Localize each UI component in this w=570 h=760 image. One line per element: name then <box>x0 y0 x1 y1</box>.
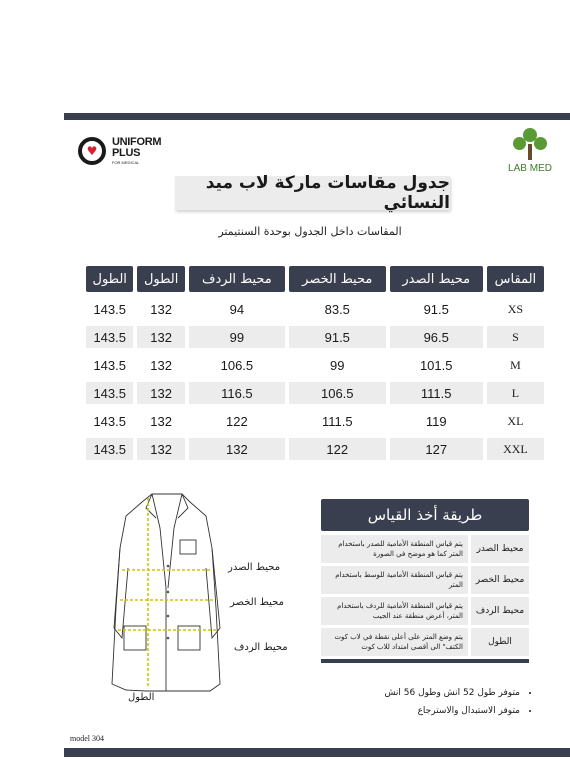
page-title: جدول مقاسات ماركة لاب ميد النسائي <box>205 173 450 213</box>
table-cell: 122 <box>226 413 248 429</box>
header-size: المقاس <box>487 266 544 292</box>
table-cell: 83.5 <box>324 301 350 317</box>
table-row <box>86 298 544 320</box>
lab-coat-diagram <box>106 488 228 696</box>
table-cell: 111.5 <box>321 413 353 429</box>
table-cell: 101.5 <box>419 357 453 373</box>
table-cell: 143.5 <box>93 413 126 429</box>
brand-name-line1: UNIFORM <box>112 136 162 148</box>
table-cell: S <box>487 326 544 348</box>
table-cell: 99 <box>189 326 285 348</box>
diagram-label-length: الطول <box>128 692 155 703</box>
table-cell: 127 <box>390 438 483 460</box>
method-desc: يتم قياس المنطقة الأمامية للردف باستخدام المتر، أعرض منطقة عند الجيب <box>321 597 468 625</box>
list-item: • متوفر الاستبدال والاسترجاع <box>370 706 520 716</box>
table-cell: XL <box>507 413 524 428</box>
method-desc: يتم قياس المنطقة الأمامية للوسط باستخدام المتر <box>321 566 468 594</box>
method-name: محيط الخصر <box>471 566 529 594</box>
table-cell: 143.5 <box>93 301 126 317</box>
table-cell: XS <box>507 301 524 316</box>
header-length: الطول <box>137 266 184 292</box>
method-desc: يتم وضع المتر على أعلى نقطة في لاب كوت الكتف" الى أقصى امتداد للاب كوت <box>321 628 468 656</box>
table-row <box>86 354 544 376</box>
logo-ring <box>78 137 106 165</box>
heart-icon: ♥ <box>86 144 98 158</box>
table-cell: M <box>510 357 521 372</box>
table-cell: 143.5 <box>86 382 133 404</box>
logo-text <box>112 137 161 165</box>
brand-name-line2: PLUS <box>112 147 141 159</box>
method-name: محيط الصدر <box>471 535 529 563</box>
table-cell: 96.5 <box>390 326 483 348</box>
lab-med-name: LAB MED <box>508 163 552 174</box>
header-waist: محيط الخصر <box>289 266 386 292</box>
top-divider-bar <box>64 113 570 120</box>
diagram-label-hip: محيط الردف <box>234 642 288 653</box>
table-row <box>86 438 544 460</box>
table-cell: 116.5 <box>189 382 285 404</box>
table-cell: 132 <box>150 301 172 317</box>
table-cell: 143.5 <box>86 438 133 460</box>
method-row-waist <box>321 566 529 594</box>
table-cell: 91.5 <box>289 326 386 348</box>
page-title-box <box>175 173 450 213</box>
notes-list <box>370 688 530 724</box>
lab-med-logo <box>500 128 560 174</box>
diagram-label-waist: محيط الخصر <box>230 597 284 608</box>
table-cell: 132 <box>150 357 172 373</box>
table-row <box>86 382 544 404</box>
table-cell: 106.5 <box>289 382 386 404</box>
uniform-plus-logo <box>78 137 161 165</box>
method-name: محيط الردف <box>471 597 529 625</box>
method-row-chest <box>321 535 529 563</box>
table-cell: 143.5 <box>93 357 126 373</box>
table-row <box>86 410 544 432</box>
measure-method-title: طريقة أخذ القياس <box>321 499 529 531</box>
method-underline <box>321 659 529 663</box>
table-cell: XXL <box>487 438 544 460</box>
method-row-hip <box>321 597 529 625</box>
table-cell: 132 <box>137 326 184 348</box>
table-row <box>86 326 544 348</box>
method-desc: يتم قياس المنطقة الأمامية للصدر باستخدام المتر كما هو موضح في الصورة <box>321 535 468 563</box>
header-chest: محيط الصدر <box>390 266 483 292</box>
method-name: الطول <box>471 628 529 656</box>
table-cell: 122 <box>289 438 386 460</box>
table-cell: 91.5 <box>423 301 449 317</box>
table-cell: 132 <box>137 382 184 404</box>
table-cell: 132 <box>137 438 184 460</box>
table-cell: 111.5 <box>390 382 483 404</box>
model-number: model 304 <box>70 734 104 743</box>
table-cell: 94 <box>229 301 245 317</box>
table-cell: L <box>487 382 544 404</box>
header-hip: محيط الردف <box>189 266 285 292</box>
table-cell: 119 <box>425 413 447 429</box>
bottom-divider-bar <box>64 748 570 757</box>
diagram-label-chest: محيط الصدر <box>228 562 281 573</box>
table-header-row <box>86 266 544 292</box>
list-item: • متوفر طول 52 انش وطول 56 انش <box>370 688 520 698</box>
table-cell: 99 <box>330 357 345 373</box>
table-cell: 132 <box>189 438 285 460</box>
table-cell: 132 <box>150 413 172 429</box>
table-cell: 106.5 <box>220 357 254 373</box>
header-length-2: الطول <box>86 266 133 292</box>
brand-tagline: FOR MEDICAL <box>112 160 140 165</box>
tree-icon <box>511 128 549 160</box>
units-subtitle: المقاسات داخل الجدول بوحدة السنتيمتر <box>218 225 402 238</box>
table-cell: 143.5 <box>86 326 133 348</box>
size-table <box>82 260 548 466</box>
method-row-length <box>321 628 529 656</box>
